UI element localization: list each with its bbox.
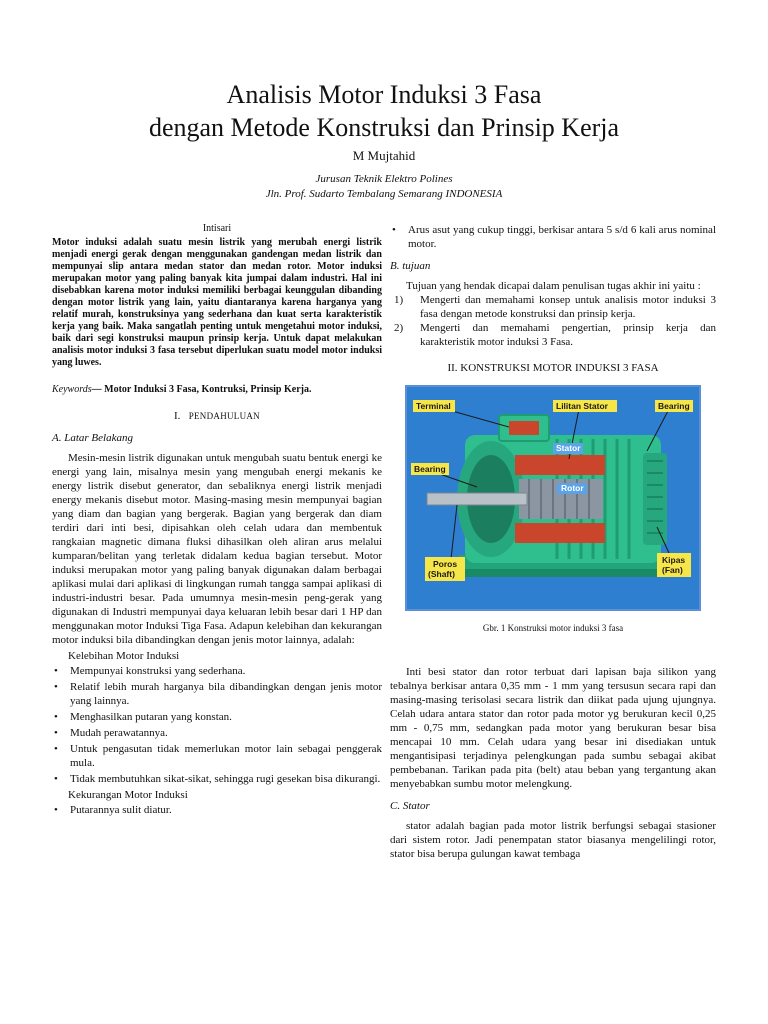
list-item: • Mudah perawatannya. <box>54 727 168 739</box>
section-1-number: I. <box>174 410 181 422</box>
label-fan: (Fan) <box>662 565 683 575</box>
label-terminal: Terminal <box>416 401 451 411</box>
bullet: • <box>54 681 58 693</box>
affiliation <box>0 172 768 202</box>
motor-foot <box>453 569 663 577</box>
list-item: • Relatif lebih murah harganya bila dibandingkan dengan jenis motor yang lainnya. <box>54 681 382 707</box>
bullet: • <box>54 804 58 816</box>
kekurangan-label: Kekurangan Motor Induksi <box>68 789 188 801</box>
konstruksi-paragraph: Inti besi stator dan rotor terbuat dari lapisan baja silikon yang tebalnya berkisar antara 0,35 mm - 1 mm yang tersusun secara rapi dan masing-masing terisolasi secara listrik dan diikat pada ujung ujungnya. Celah udara antara stator dan rotor pada motor yg berukuran kecil 0,25 mm - 0,75 mm, sedangkan pada motor yang berukuran besar bisa mencapai 10 mm. Celah udara yang besar ini disediakan untuk mengantisipasi terjadinya pelengkungan pada sumbu sebagai akibat pembebanan. Tarikan pada pita (belt) atau beban yang tergantung akan menyebabkan sumbu motor melengkung. <box>390 666 716 790</box>
bullet: • <box>54 773 58 785</box>
affiliation-line-1: Jurusan Teknik Elektro Polines <box>315 173 453 185</box>
kekurangan-list <box>52 803 382 817</box>
label-bearing-top: Bearing <box>658 401 690 411</box>
stator-winding-bottom <box>515 523 605 543</box>
motor-shaft <box>427 493 527 505</box>
author-name: M Mujtahid <box>352 148 416 163</box>
label-lilitan-stator: Lilitan Stator <box>556 401 608 411</box>
figure-caption: Gbr. 1 Konstruksi motor induksi 3 fasa <box>482 623 624 633</box>
kelebihan-list <box>52 664 382 786</box>
label-stator: Stator <box>556 443 581 453</box>
bullet: • <box>54 711 58 723</box>
bullet: • <box>54 665 58 677</box>
bullet: • <box>54 743 58 755</box>
motor-figure <box>405 385 701 611</box>
right-column <box>390 222 716 861</box>
bullet: • <box>392 224 396 236</box>
list-item: • Mempunyai konstruksi yang sederhana. <box>54 665 246 677</box>
subsection-c-heading: C. Stator <box>390 800 430 812</box>
list-item: 2) Mengerti dan memahami pengertian, prinsip kerja dan karakteristik motor induksi 3 Fasa. <box>394 322 716 348</box>
terminal-block <box>509 421 539 435</box>
list-item: • Tidak membutuhkan sikat-sikat, sehingga rugi gesekan bisa dikurangi. <box>54 773 381 785</box>
subsection-a-heading: A. Latar Belakang <box>52 432 133 444</box>
stator-paragraph: stator adalah bagian pada motor listrik berfungsi sebagai stasioner dari sistem rotor. Jadi penempatan stator biasanya mengelilingi rotor, stator bisa berupa gulungan kawat tembaga <box>390 820 716 860</box>
list-number: 2) <box>394 322 404 334</box>
bullet: • <box>54 727 58 739</box>
section-2-heading: II. KONSTRUKSI MOTOR INDUKSI 3 FASA <box>447 362 659 374</box>
kelebihan-label: Kelebihan Motor Induksi <box>68 650 180 662</box>
intro-paragraph: Mesin-mesin listrik digunakan untuk mengubah suatu bentuk energi ke energi yang lain, misalnya mesin yang mengubah energi mekanis ke energy listrik disebut generator, dan sebaliknya energi listrik menjadi energy mekanis disebut motor. Masing-masing mesin mempunyai bagian yang diam dan bagian yang bergerak. Bagian yang bergerak dan diam terdiri dari inti besi, dipisahkan oleh celah udara dan membentuk rangkaian magnetic dimana fluksi dihasilkan oleh aliran arus melalui kumparan/belitan yang terletak didalam kedua bagian tersebut. Motor induksi merupakan motor yang paling banyak digunakan dalam berbagai aplikasi mulai dari aplikasi di lingkungan rumah tangga sampai aplikasi di industri-industri besar. Pada umumnya mesin-mesin peng-gerak yang digunakan di Industri mempunyai daya keluaran lebih besar dari 1 HP dan menggunakan motor Induksi Tiga Fasa. Adapun kelebihan dan kekurangan motor induksi bila dibandingkan dengan jenis motor lainnya, adalah: <box>52 452 382 646</box>
list-item: • Arus asut yang cukup tinggi, berkisar antara 5 s/d 6 kali arus nominal motor. <box>392 224 716 250</box>
list-item: • Putarannya sulit diatur. <box>54 804 172 816</box>
section-1-title: PENDAHULUAN <box>188 411 260 421</box>
keywords-text: — Motor Induksi 3 Fasa, Kontruksi, Prinsip Kerja. <box>91 384 312 395</box>
section-1-heading <box>52 409 382 423</box>
stator-winding-top <box>515 455 605 475</box>
subsection-b-heading: B. tujuan <box>390 260 431 272</box>
list-item: • Untuk pengasutan tidak memerlukan motor lain sebagai penggerak mula. <box>54 743 382 769</box>
label-shaft: (Shaft) <box>428 569 455 579</box>
tujuan-intro: Tujuan yang hendak dicapai dalam penulisan tugas akhir ini yaitu : <box>406 280 701 292</box>
fan-cover <box>643 453 667 545</box>
list-item: • Menghasilkan putaran yang konstan. <box>54 711 232 723</box>
kekurangan-list-continued <box>390 223 716 251</box>
abstract-text: Motor induksi adalah suatu mesin listrik yang merubah energi listrik menjadi energi gerak dengan menggunakan gandengan medan listrik dan mempunyai slip antara medan stator dan medan rotor. Motor induksi merupakan motor yang paling banyak kita jumpai dalam industri. Hal ini disebabkan karena motor induksi memiliki berbagai keunggulan dibanding dengan motor listrik yang lain, yaitu diantaranya karena harganya yang relatif murah, konstruksinya yang sederhana dan kuat serta karakteristik kerja yang baik. Maka sangatlah penting untuk mengetahui motor induksi, baik dari segi konstruksi maupun prinsip kerja. Untuk dapat melakukan analisis motor induksi 3 fasa tersebut diperlukan suatu model motor induksi yang luwes. <box>52 237 382 368</box>
label-bearing-left: Bearing <box>414 464 446 474</box>
tujuan-list <box>390 293 716 349</box>
label-rotor: Rotor <box>561 483 584 493</box>
list-number: 1) <box>394 294 404 306</box>
keywords-label: Keywords <box>52 384 92 395</box>
label-poros: Poros <box>433 559 458 569</box>
paper-title <box>0 78 768 144</box>
keywords <box>52 383 382 397</box>
figure-spacer <box>390 635 716 665</box>
list-item: 1) Mengerti dan memahami konsep untuk analisis motor induksi 3 fasa dengan metode konstruksi dan prinsip kerja. <box>394 294 716 320</box>
affiliation-line-2: Jln. Prof. Sudarto Tembalang Semarang INDONESIA <box>265 188 503 200</box>
abstract-heading: Intisari <box>202 223 232 234</box>
title-line-2: dengan Metode Konstruksi dan Prinsip Kerja <box>148 113 620 142</box>
label-kipas: Kipas <box>662 555 686 565</box>
title-line-1: Analisis Motor Induksi 3 Fasa <box>226 80 542 109</box>
left-column <box>52 222 382 819</box>
motor-illustration <box>407 387 699 609</box>
